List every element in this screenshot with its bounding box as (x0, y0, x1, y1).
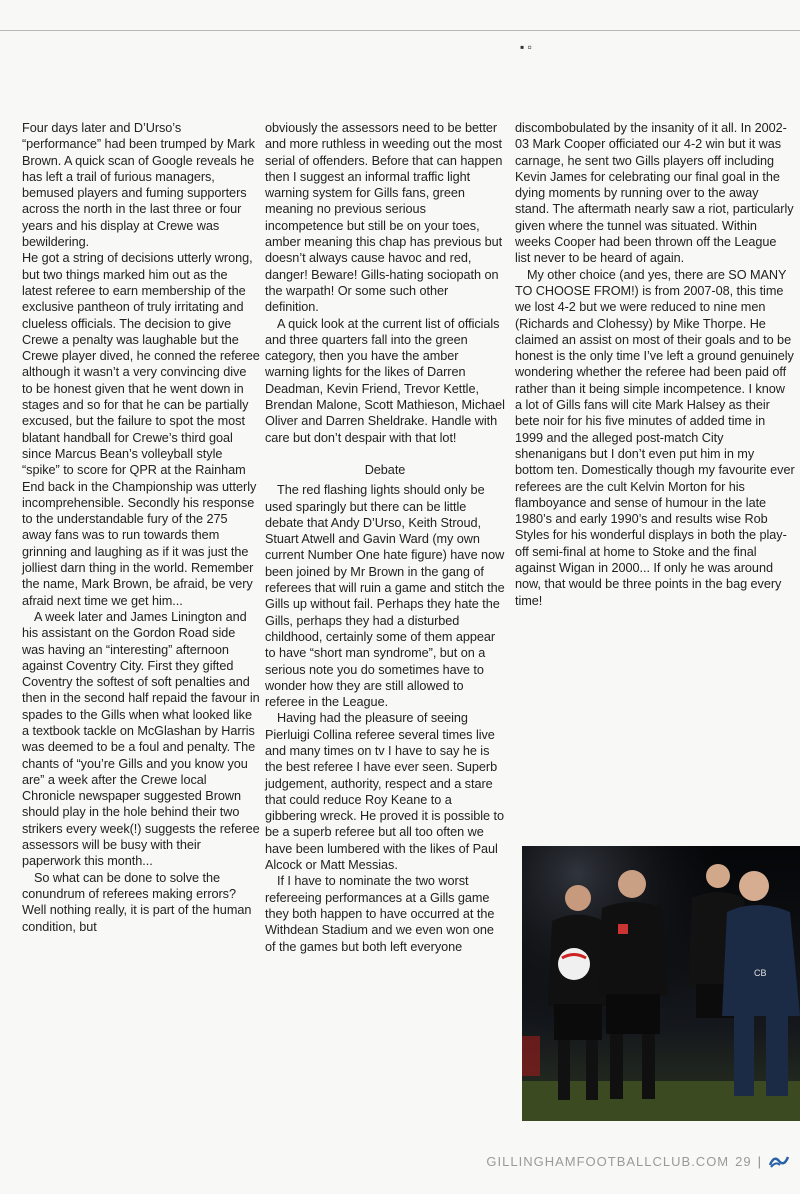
gillingham-crest-icon (768, 1153, 790, 1169)
paragraph: My other choice (and yes, there are SO MANY TO CHOOSE FROM!) is from 2007-08, this time we lost 4-2 but we were reduced to nine men (Richards and Clohessy) by Mike Thorpe. He claimed an assist on most of their goals and to be honest is the only time I’ve left a ground genuinely wondering whether the referee had been paid off rather than it being simple incompetence. I know a lot of Gills fans will cite Mark Halsey as their bete noir for his five minutes of added time in 1999 and the alleged post-match City shenanigans but I don’t even put him in my bottom ten. Domestically though my favourite ever referees are the cult Kelvin Morton for his flamboyance and sense of humour in the late 1980’s and early 1990’s and results wise Rob Styles for his wonderful displays in both the play-off semi-final at home to Stoke and the final against Wigan in 2000... If only he was around now, that would be three points in the bag every time! (515, 267, 795, 608)
paragraph: Four days later and D’Urso’s “performance” had been trumped by Mark Brown. A quick scan of Google reveals he has left a trail of furious managers, bemused players and fuming supporters across the north in the last three or four years and his display at Crewe was bewildering. (22, 121, 255, 250)
paragraph: If I have to nominate the two worst refereeing performances at a Gills game they both happen to have occurred at the Withdean Stadium and we even won one of the games but both left everyone (265, 874, 495, 954)
paragraph: A quick look at the current list of officials and three quarters fall into the green category, then you have the amber warning lights for the likes of Darren Deadman, Kevin Friend, Trevor Kettle, Brendan Malone, Scott Mathieson, Michael Oliver and Darren Sheldrake. Handle with care but don’t despair with that lot! (265, 316, 505, 445)
article-column-3 (515, 120, 795, 609)
article-column-1 (22, 120, 260, 935)
section-subhead: Debate (364, 462, 406, 477)
referees-photo (522, 846, 800, 1121)
paragraph: A week later and James Linington and his assistant on the Gordon Road side was having an “interesting” afternoon against Coventry City. First they gifted Coventry the softest of soft penalties and then in the second half repaid the favour in spades to the Gills when what looked like a textbook tackle on McGlashan by Harris was deemed to be a foul and penalty. The chants of “you’re Gills and you know you are” a week after the Crewe local Chronicle newspaper suggested Brown should play in the hole behind their two strikers every week(!) suggests the referee assessors will be busy with their paperwork this month... (22, 609, 260, 869)
footer-separator: | (757, 1153, 762, 1169)
paragraph: Having had the pleasure of seeing Pierluigi Collina referee several times live and many times on tv I have to say he is the best referee I have ever seen. Superb judgement, authority, respect and a stare that could reduce Roy Keane to a gibbering wreck. He proved it is possible to be a superb referee but all too often we have been lumbered with the likes of Paul Alcock or Matt Messias. (265, 711, 504, 873)
page-number: 29 (735, 1153, 752, 1169)
page-footer (486, 1153, 790, 1169)
article-column-2 (265, 120, 505, 955)
paragraph: discombobulated by the insanity of it all. In 2002-03 Mark Cooper officiated our 4-2 win but it was carnage, he sent two Gills players off including Kevin James for celebrating our final goal in the dying moments by running over to the away stand. The aftermath nearly saw a riot, particularly given where the tunnel was situated. Within weeks Cooper had been thrown off the League list never to be heard of again. (515, 121, 794, 266)
top-rule (0, 30, 800, 31)
paragraph: The red flashing lights should only be used sparingly but there can be little debate that Andy D’Urso, Keith Stroud, Stuart Atwell and Gavin Ward (my own current Number One hate figure) have now been joined by Mr Brown in the gang of referees that will ruin a game and stitch the Gills up without fail. Perhaps they hate the Gills, perhaps they had a disturbed childhood, certainly some of them appear to have “short man syndrome”, but on a serious note you do sometimes have to wonder how they are still allowed to referee in the League. (265, 483, 505, 710)
printing-marks: ▪ ▫ (520, 40, 532, 54)
paragraph: So what can be done to solve the conundrum of referees making errors? Well nothing really, it is part of the human condition, but (22, 870, 252, 934)
shirt-initials: CB (754, 968, 767, 978)
paragraph: He got a string of decisions utterly wrong, but two things marked him out as the latest referee to earn membership of the exclusive pantheon of truly irritating and clueless officials. The decision to give Crewe a penalty was laughable but the Crewe player dived, he conned the referee although it wasn’t a very convincing dive to be honest given that he went down in stages and so for that he can be partially excused, but the failure to spot the most blatant handball for Crewe’s third goal since Marcus Bean’s volleyball style “spike” to score for QPR at the Rainham End back in the Championship was utterly incomprehensible. Secondly his response to the understandable fury of the 275 away fans was to run towards them grinning and laughing as if it was just the jolliest darn thing in the world. Remember the name, Mark Brown, be afraid, be very afraid next time we get him... (22, 251, 260, 608)
footer-site: GILLINGHAMFOOTBALLCLUB.COM (486, 1153, 730, 1169)
paragraph: obviously the assessors need to be better and more ruthless in weeding out the most serial of offenders. Before that can happen then I suggest an informal traffic light warning system for Gills fans, green meaning no previous serious incompetence but still be on your toes, amber meaning this chap has previous but doesn’t always cause havoc and red, danger! Beware! Gills-hating sociopath on the warpath! Or some such other definition. (265, 121, 503, 315)
